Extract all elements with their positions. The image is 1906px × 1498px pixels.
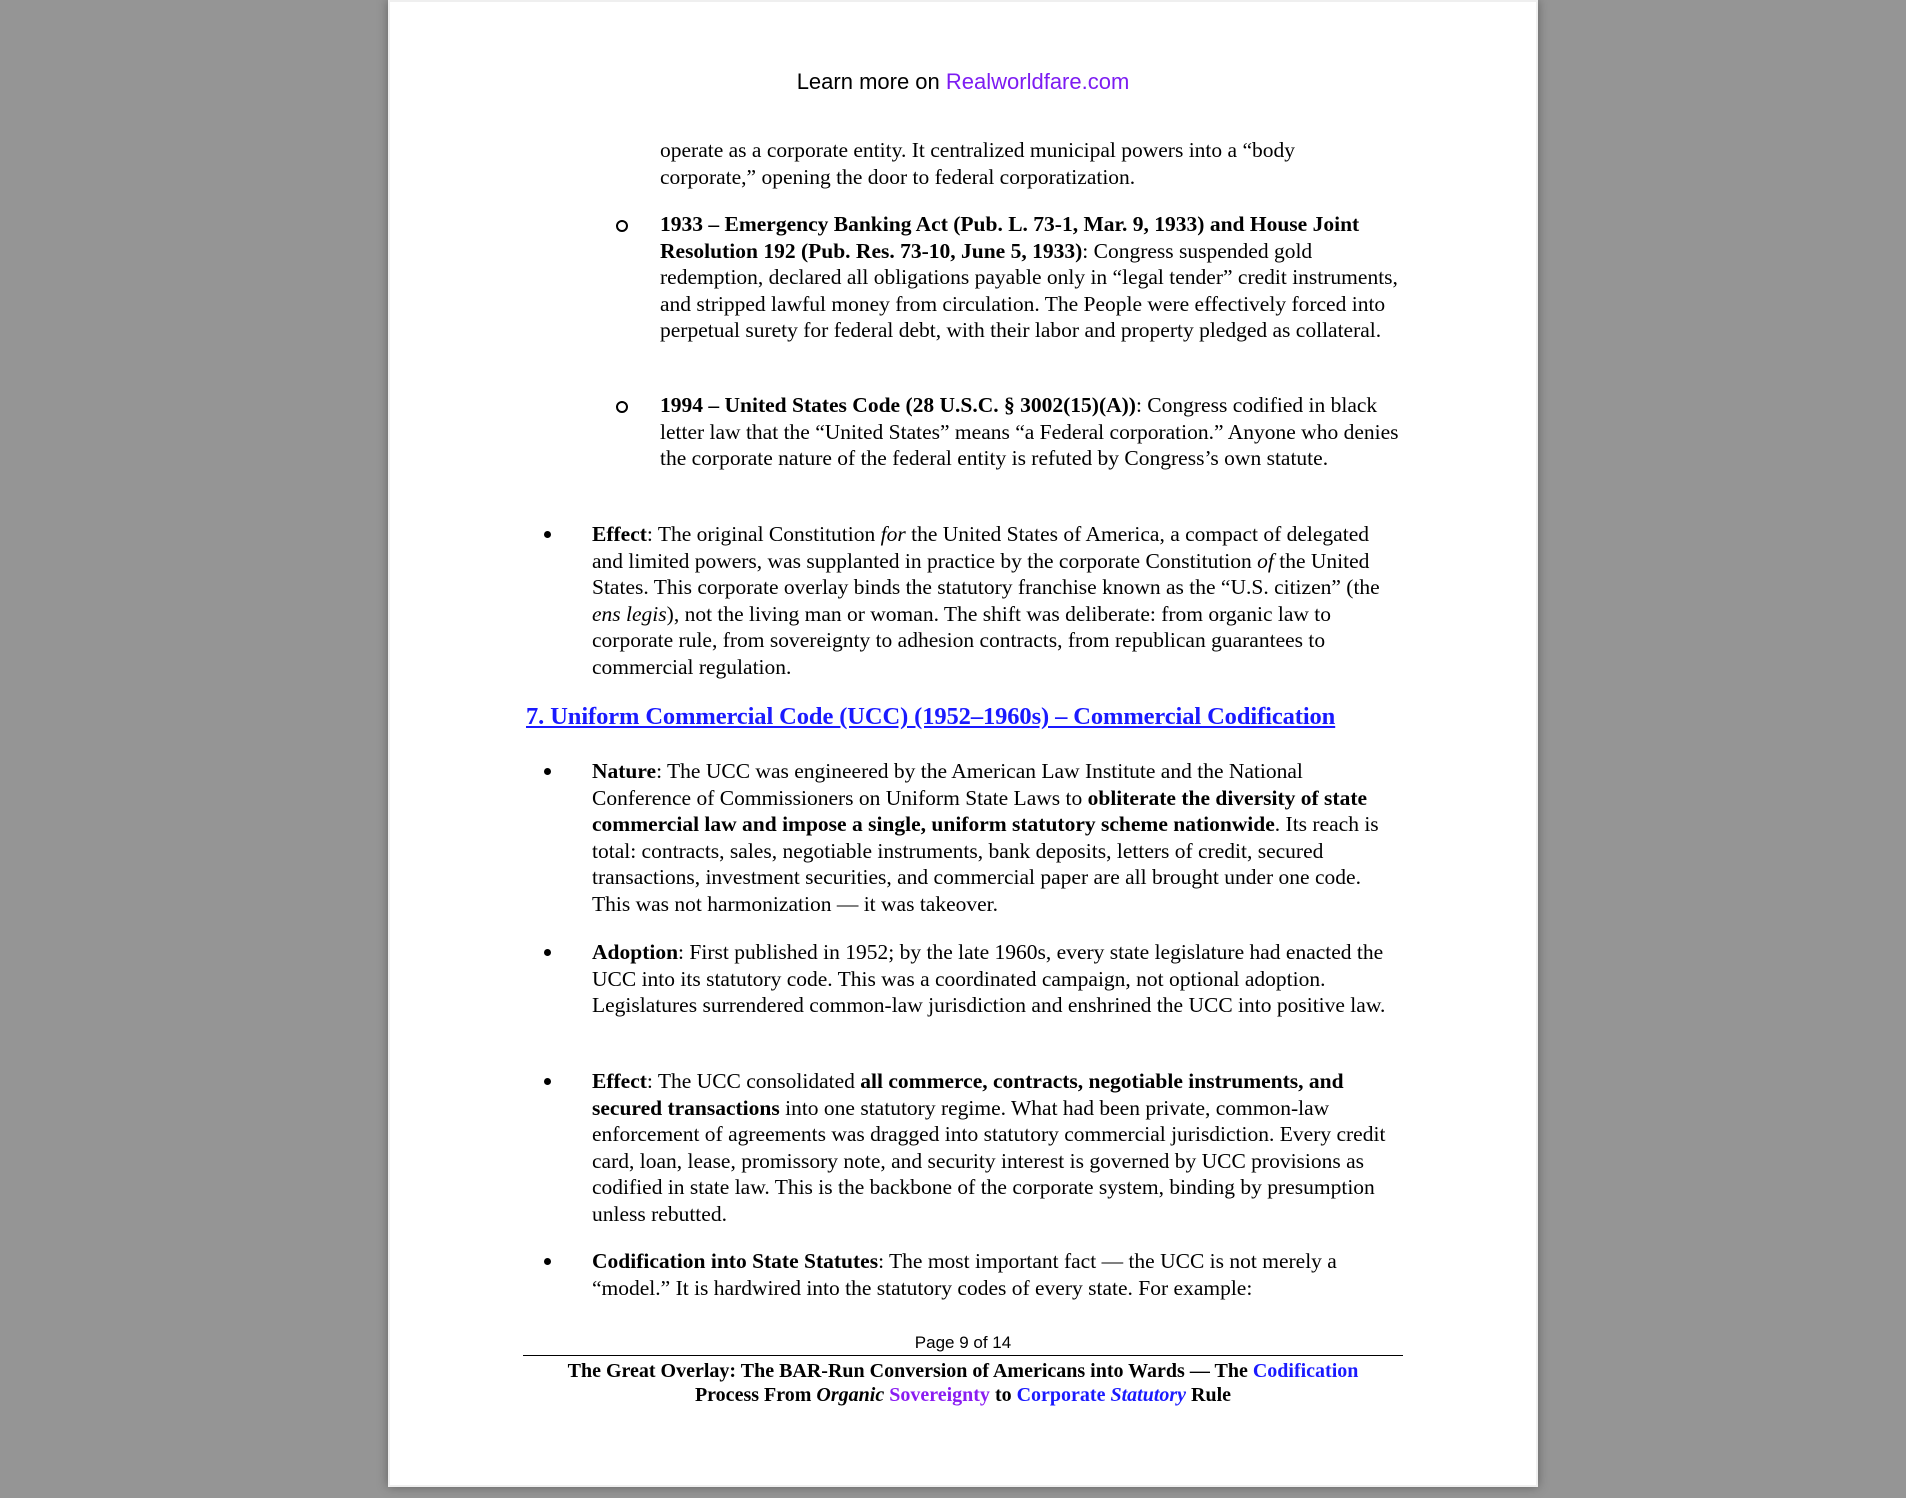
sub-item-1994-text: : Congress codified in black letter law that the “United States” means “a Federal corporation.” Anyone who denies the corporate nature of the federal entity is refuted by Congress’s own statute. xyxy=(660,393,1399,470)
nature-label: Nature xyxy=(592,759,657,783)
footer-divider xyxy=(523,1355,1403,1356)
continuation-line-1: operate as a corporate entity. It centralized municipal powers into a “body xyxy=(660,138,1295,162)
effect-italic-of: of xyxy=(1257,548,1274,573)
sub-item-1933 xyxy=(660,211,1400,344)
disc-bullet-icon xyxy=(544,1078,551,1085)
disc-bullet-icon xyxy=(544,768,551,775)
circle-bullet-icon xyxy=(616,220,628,232)
nature-bold-text: obliterate the diversity of state commercial law and impose a single, uniform statutory scheme nationwide xyxy=(592,785,1368,836)
ucc-effect-text-1: : The UCC consolidated xyxy=(646,1069,861,1093)
effect-italic-for: for xyxy=(880,522,906,546)
bullet-codification xyxy=(592,1248,1402,1301)
circle-bullet-icon xyxy=(616,401,628,413)
footer-title-part-1: The Great Overlay: The BAR-Run Conversion of Americans into Wards — The xyxy=(567,1360,1253,1382)
adoption-text: : First published in 1952; by the late 1960s, every state legislature had enacted the UCC into its statutory code. This was a coordinated campaign, not optional adoption. Legislatures surrendered common-law jurisdiction and enshrined the UCC into positive law. xyxy=(592,940,1386,1017)
sub-item-1994-title: 1994 – United States Code (28 U.S.C. § 3002(15)(A)) xyxy=(660,393,1136,417)
section-heading-ucc[interactable]: 7. Uniform Commercial Code (UCC) (1952–1960s) – Commercial Codification xyxy=(526,703,1336,730)
codification-label: Codification into State Statutes xyxy=(592,1249,879,1273)
footer-title-rule: Rule xyxy=(1186,1384,1232,1406)
document-page xyxy=(388,0,1538,1487)
footer-title-part-2: Process From xyxy=(694,1384,817,1406)
ucc-effect-text-2: into one statutory regime. What had been private, common-law enforcement of agreements was dragged into statutory commercial jurisdiction. Every credit card, loan, lease, promissory note, and security interest is governed by UCC provisions as codified in state law. This is the backbone of the corporate system, binding by presumption unless rebutted. xyxy=(592,1095,1386,1226)
ucc-effect-label: Effect xyxy=(592,1069,647,1093)
disc-bullet-icon xyxy=(544,1258,551,1265)
footer-title-sovereignty: Sovereignty xyxy=(889,1384,990,1406)
adoption-label: Adoption xyxy=(592,940,679,964)
effect-text-4: ), not the living man or woman. The shift was deliberate: from organic law to corporate rule, from sovereignty to adhesion contracts, from republican guarantees to commercial regulation. xyxy=(592,601,1332,679)
bullet-ucc-effect xyxy=(592,1068,1402,1227)
effect-label: Effect xyxy=(592,522,647,546)
continuation-paragraph xyxy=(660,137,1400,190)
header-prefix: Learn more on xyxy=(796,69,946,94)
nature-text-1: : The UCC was engineered by the American Law Institute and the National Conference of Commissioners on Uniform State Laws to xyxy=(592,759,1303,810)
codification-text: : The most important fact — the UCC is not merely a “model.” It is hardwired into the statutory codes of every state. For example: xyxy=(592,1249,1337,1300)
footer-title-organic: Organic xyxy=(816,1384,885,1406)
disc-bullet-icon xyxy=(544,949,551,956)
sub-item-1933-title: 1933 – Emergency Banking Act (Pub. L. 73-1, Mar. 9, 1933) and House Joint Resolution 192 (Pub. Res. 73-10, June 5, 1933) xyxy=(660,212,1360,263)
effect-text-3: the United States. This corporate overlay binds the statutory franchise known as the “U.S. citizen” (the xyxy=(592,548,1380,599)
footer-title-corporate: Corporate xyxy=(1016,1384,1111,1406)
sub-item-1994 xyxy=(660,392,1400,472)
footer-title xyxy=(390,1359,1536,1407)
continuation-line-2: corporate,” opening the door to federal corporatization. xyxy=(660,164,1136,189)
bullet-effect-constitution xyxy=(592,521,1402,680)
ucc-effect-bold-text: all commerce, contracts, negotiable instruments, and secured transactions xyxy=(592,1069,1344,1120)
disc-bullet-icon xyxy=(544,531,551,538)
page-header-banner xyxy=(390,69,1536,95)
effect-text-2: the United States of America, a compact of delegated and limited powers, was supplanted in practice by the corporate Constitution xyxy=(592,522,1369,573)
bullet-adoption xyxy=(592,939,1402,1019)
footer-title-codification: Codification xyxy=(1252,1360,1359,1382)
page-number: Page 9 of 14 xyxy=(914,1333,1012,1352)
realworldfare-link[interactable]: Realworldfare.com xyxy=(945,69,1130,94)
bullet-nature xyxy=(592,758,1402,917)
nature-text-2: . Its reach is total: contracts, sales, negotiable instruments, bank deposits, letters of credit, secured transactions, investment securities, and commercial paper are all brought under one code. This was not harmonization — it was takeover. xyxy=(592,812,1379,916)
effect-text-1: : The original Constitution xyxy=(646,522,881,546)
sub-item-1933-text: : Congress suspended gold redemption, declared all obligations payable only in “legal tender” credit instruments, and stripped lawful money from circulation. The People were effectively forced into perpetual surety for federal debt, with their labor and property pledged as collateral. xyxy=(660,238,1398,342)
footer-title-to: to xyxy=(989,1384,1017,1406)
footer-title-statutory: Statutory xyxy=(1110,1384,1187,1406)
effect-italic-ens-legis: ens legis xyxy=(592,601,667,626)
